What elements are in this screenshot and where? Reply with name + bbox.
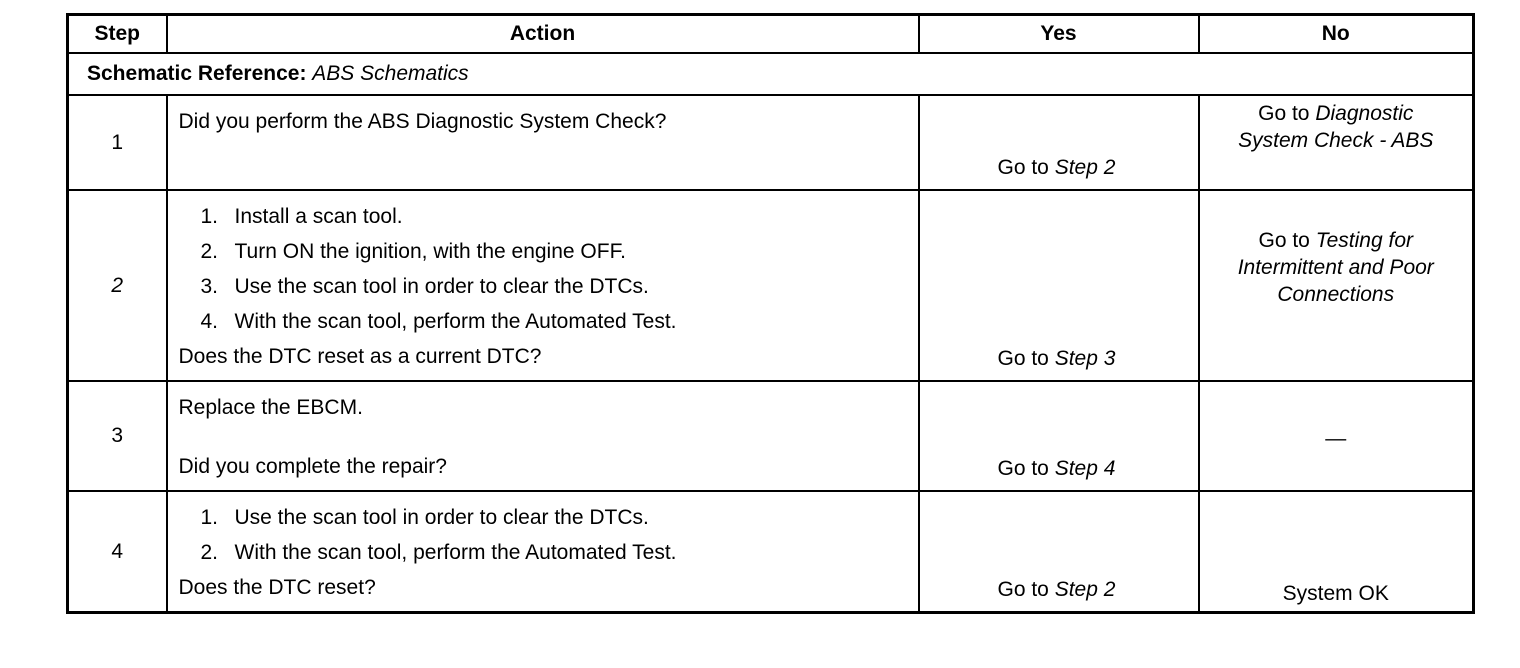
table-row (68, 491, 1474, 613)
yes-cell (919, 190, 1199, 381)
list-item (179, 269, 908, 304)
action-cell (167, 381, 919, 491)
action-text: Did you perform the ABS Diagnostic System Check? (178, 110, 667, 133)
action-cell (167, 491, 919, 613)
list-item (179, 535, 908, 570)
no-dash: — (1325, 426, 1347, 450)
list-item-number: 1. (200, 205, 219, 228)
yes-prefix: Go to (997, 457, 1049, 480)
step-number: 4 (68, 491, 167, 613)
action-cell (167, 95, 919, 190)
schematic-reference-label: Schematic Reference: (87, 62, 307, 85)
list-item-text: With the scan tool, perform the Automated Test. (234, 310, 677, 333)
yes-cell (919, 95, 1199, 190)
no-result: System OK (1282, 582, 1389, 605)
no-link[interactable]: Intermittent and Poor (1237, 256, 1434, 279)
action-question: Does the DTC reset as a current DTC? (178, 345, 542, 368)
table-row (68, 190, 1474, 381)
action-steps-list (179, 199, 908, 339)
no-link[interactable]: Testing for (1315, 229, 1413, 252)
action-text: Replace the EBCM. (178, 396, 363, 419)
list-item-number: 1. (200, 506, 219, 529)
spacer (179, 425, 908, 449)
list-item-text: With the scan tool, perform the Automated Test. (234, 541, 677, 564)
header-row (68, 15, 1474, 54)
list-item-text: Use the scan tool in order to clear the DTCs. (234, 275, 649, 298)
yes-cell (919, 381, 1199, 491)
schematic-reference-row (68, 53, 1474, 95)
list-item (179, 500, 908, 535)
yes-link[interactable]: Step 4 (1054, 457, 1116, 480)
yes-link[interactable]: Step 2 (1054, 578, 1116, 601)
list-item-number: 2. (200, 541, 219, 564)
list-item-number: 4. (200, 310, 219, 333)
header-step: Step (68, 15, 167, 54)
yes-prefix: Go to (997, 156, 1049, 179)
header-yes: Yes (919, 15, 1199, 54)
list-item-text: Turn ON the ignition, with the engine OFF. (234, 240, 626, 263)
list-item (179, 234, 908, 269)
yes-prefix: Go to (997, 347, 1049, 370)
list-item (179, 199, 908, 234)
action-question: Did you complete the repair? (178, 455, 447, 478)
list-item (179, 304, 908, 339)
step-number: 1 (68, 95, 167, 190)
no-cell (1199, 95, 1474, 190)
action-cell (167, 190, 919, 381)
schematic-reference-link[interactable]: ABS Schematics (312, 62, 469, 85)
no-prefix: Go to (1258, 102, 1310, 125)
list-item-text: Install a scan tool. (234, 205, 403, 228)
list-item-number: 2. (200, 240, 219, 263)
yes-prefix: Go to (997, 578, 1049, 601)
yes-link[interactable]: Step 2 (1054, 156, 1116, 179)
no-prefix: Go to (1258, 229, 1310, 252)
list-item-number: 3. (200, 275, 219, 298)
list-item-text: Use the scan tool in order to clear the DTCs. (234, 506, 649, 529)
action-question: Does the DTC reset? (178, 576, 376, 599)
no-cell (1199, 491, 1474, 613)
no-link[interactable]: Connections (1277, 283, 1395, 306)
action-steps-list (179, 500, 908, 570)
diagnostic-table (66, 13, 1475, 614)
header-no: No (1199, 15, 1474, 54)
no-link[interactable]: Diagnostic (1315, 102, 1414, 125)
table-row (68, 95, 1474, 190)
no-cell (1199, 381, 1474, 491)
schematic-reference (68, 53, 1474, 95)
no-cell (1199, 190, 1474, 381)
no-link[interactable]: System Check - ABS (1238, 129, 1434, 152)
header-action: Action (167, 15, 919, 54)
yes-link[interactable]: Step 3 (1054, 347, 1116, 370)
table-row (68, 381, 1474, 491)
yes-cell (919, 491, 1199, 613)
step-number: 3 (68, 381, 167, 491)
step-number: 2 (68, 190, 167, 381)
